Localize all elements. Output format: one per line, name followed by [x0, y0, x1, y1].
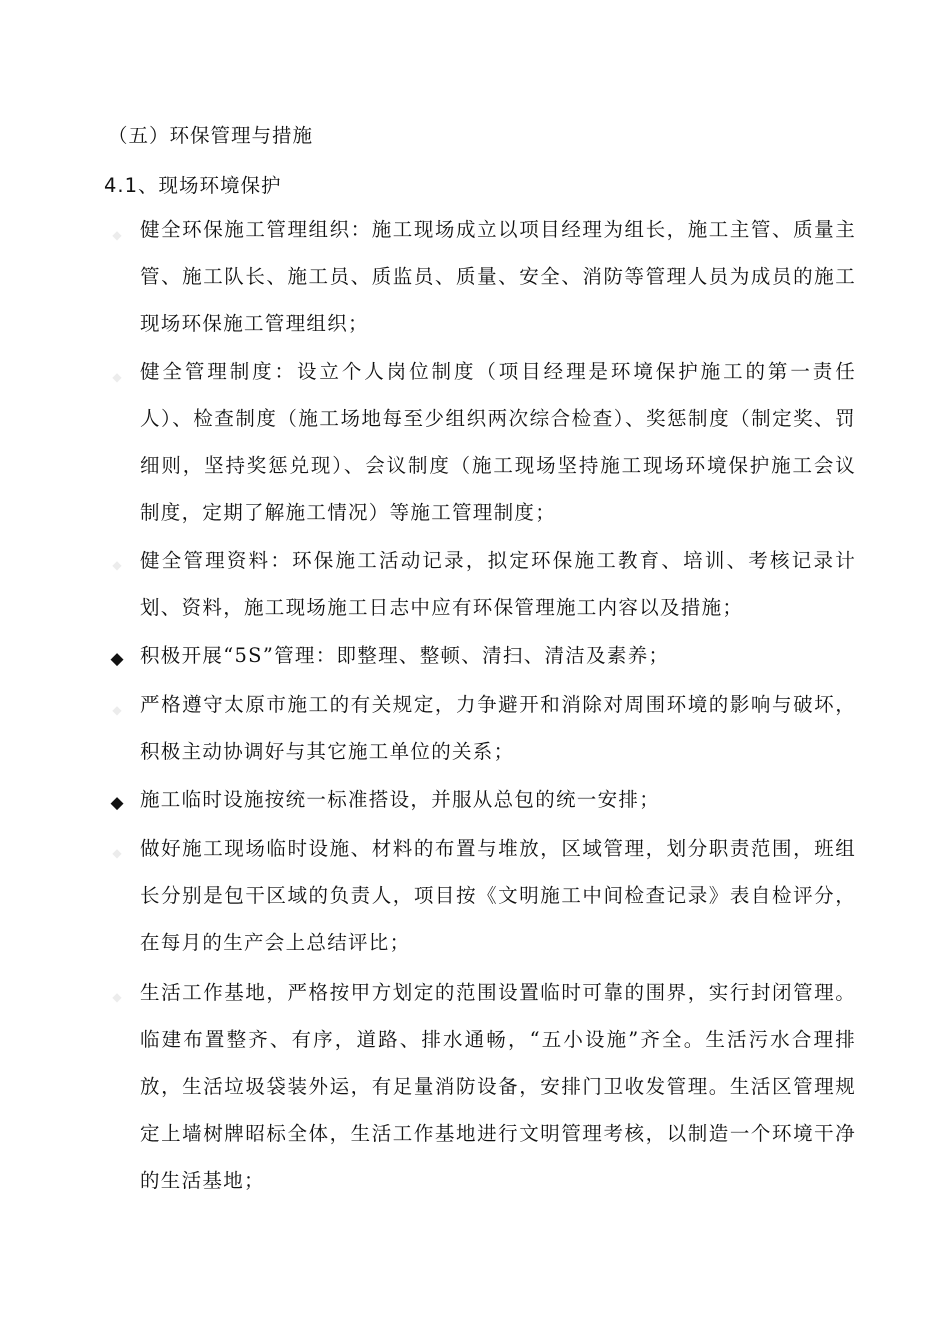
- diamond-bullet-icon: ◆: [110, 649, 124, 669]
- list-item: 积极开展“5S”管理：即整理、整顿、清扫、清洁及素养；: [140, 644, 670, 667]
- list-item: 健全管理资料：环保施工活动记录，拟定环保施工教育、培训、考核记录计划、资料，施工现场施工日志中应有环保管理施工内容以及措施；: [140, 549, 856, 619]
- list-item: 严格遵守太原市施工的有关规定，力争避开和消除对周围环境的影响与破坏，积极主动协调好与其它施工单位的关系；: [140, 693, 856, 763]
- faint-diamond-bullet-icon: ◆: [112, 846, 122, 860]
- list-item: 健全管理制度：设立个人岗位制度（项目经理是环境保护施工的第一责任人）、检查制度（施工场地每至少组织两次综合检查）、奖惩制度（制定奖、罚细则，坚持奖惩兑现）、会议制度（施工现场坚持施工现场环境保护施工会议制度，定期了解施工情况）等施工管理制度；: [140, 360, 856, 524]
- section-title: （五）环保管理与措施: [108, 124, 314, 147]
- list-item: 健全环保施工管理组织：施工现场成立以项目经理为组长，施工主管、质量主管、施工队长、施工员、质监员、质量、安全、消防等管理人员为成员的施工现场环保施工管理组织；: [140, 218, 856, 335]
- diamond-bullet-icon: ◆: [110, 793, 124, 813]
- subsection-number: 4.1: [104, 174, 139, 197]
- list-item: 施工临时设施按统一标准搭设，并服从总包的统一安排；: [140, 788, 661, 811]
- faint-diamond-bullet-icon: ◆: [112, 228, 122, 242]
- faint-diamond-bullet-icon: ◆: [112, 703, 122, 717]
- list-item: 做好施工现场临时设施、材料的布置与堆放，区域管理，划分职责范围，班组长分别是包干区域的负责人，项目按《文明施工中间检查记录》表自检评分，在每月的生产会上总结评比；: [140, 837, 856, 954]
- faint-diamond-bullet-icon: ◆: [112, 558, 122, 572]
- subsection-heading: [104, 170, 282, 198]
- faint-diamond-bullet-icon: ◆: [112, 990, 122, 1004]
- faint-diamond-bullet-icon: ◆: [112, 370, 122, 384]
- list-item: 生活工作基地，严格按甲方划定的范围设置临时可靠的围界，实行封闭管理。临建布置整齐、有序，道路、排水通畅，“五小设施”齐全。生活污水合理排放，生活垃圾袋装外运，有足量消防设备，安排门卫收发管理。生活区管理规定上墙树牌昭标全体，生活工作基地进行文明管理考核，以制造一个环境干净的生活基地；: [140, 981, 856, 1192]
- subsection-title: 、现场环境保护: [138, 174, 282, 197]
